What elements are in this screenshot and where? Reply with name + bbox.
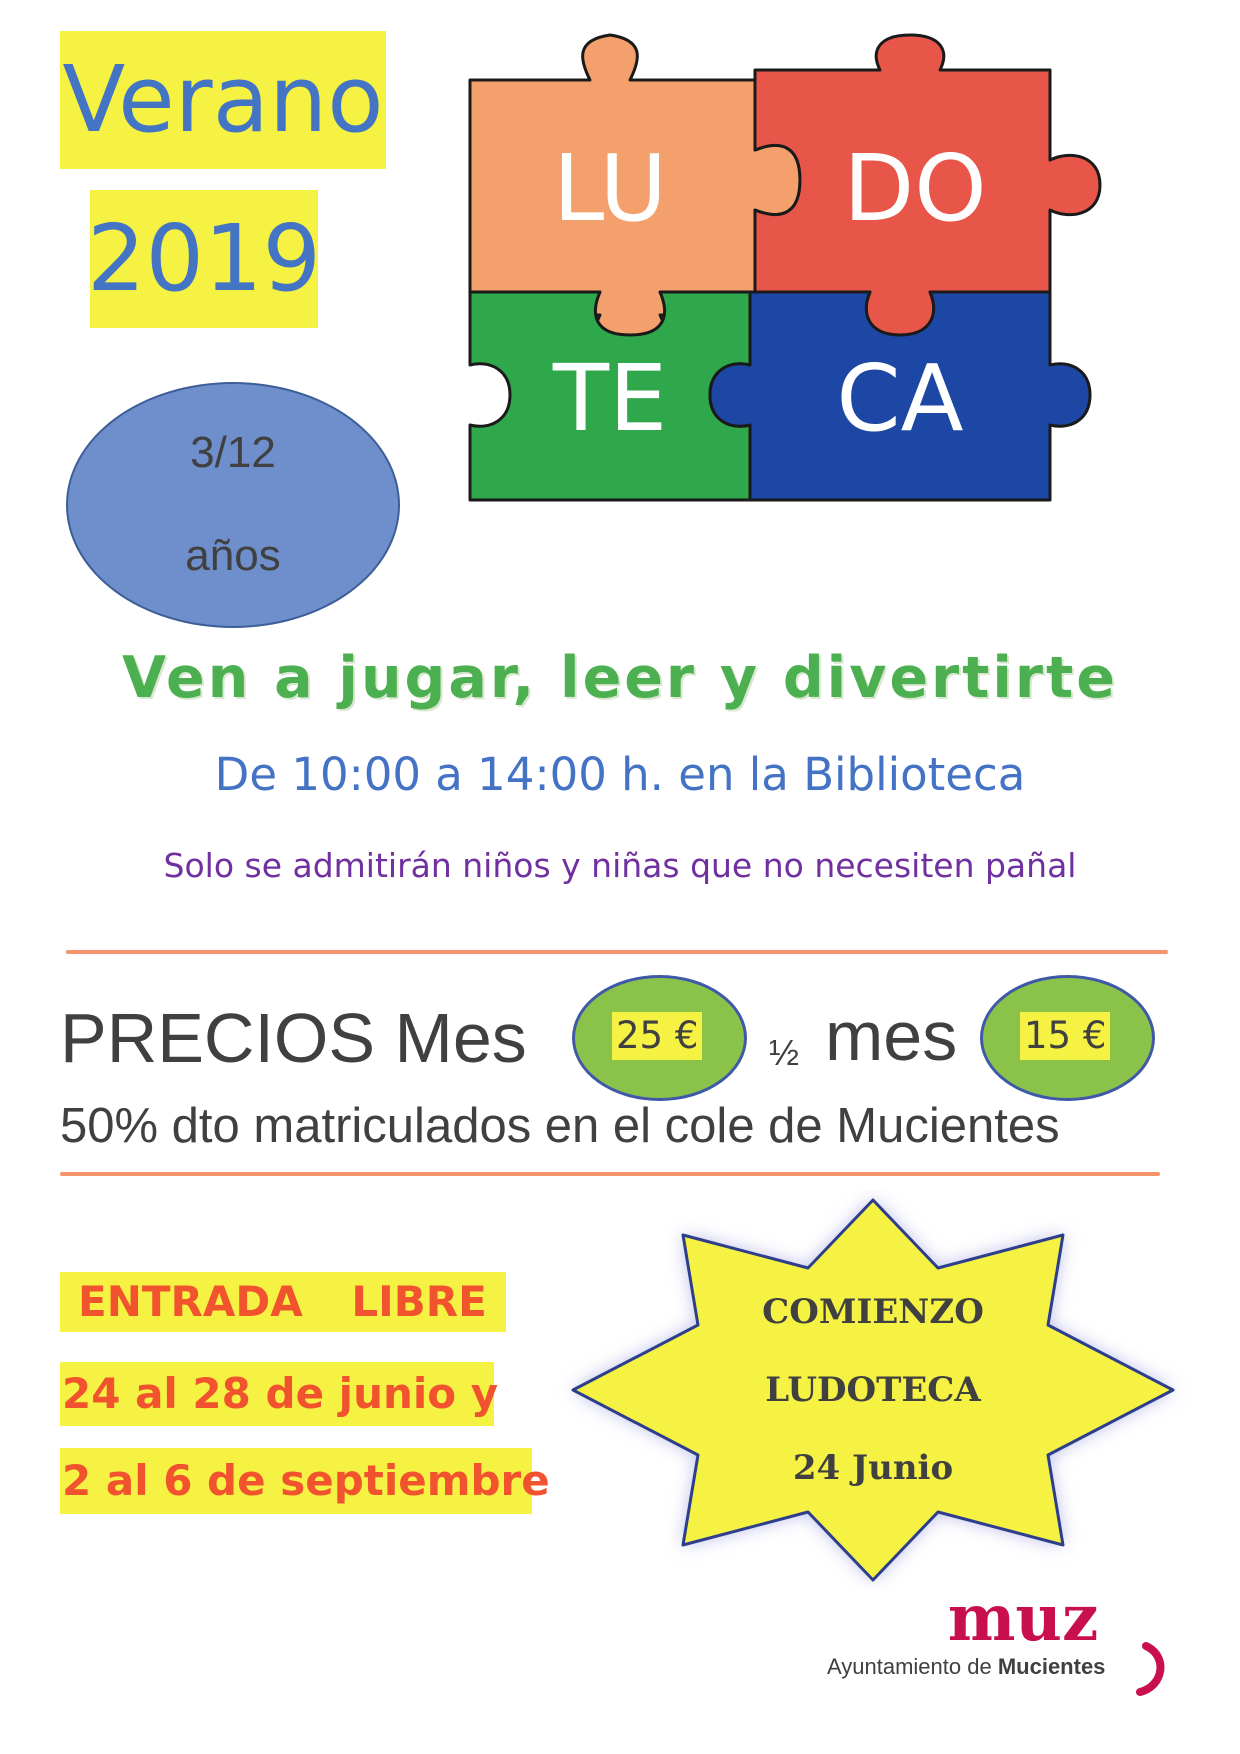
tagline: Ven a jugar, leer y divertirte: [122, 645, 1118, 711]
start-badge-line-1: COMIENZO: [762, 1292, 984, 1332]
price-month-value: 25 €: [612, 1012, 702, 1060]
requirement-text: Solo se admitirán niños y niñas que no necesiten pañal: [163, 846, 1077, 885]
divider-top: [66, 950, 1168, 954]
discount-text: 50% dto matriculados en el cole de Mucientes: [60, 1099, 1060, 1153]
start-badge-line-2: LUDOTECA: [765, 1370, 981, 1410]
free-entry-dates-2: 2 al 6 de septiembre: [60, 1448, 532, 1514]
council-logo-mark: muz: [947, 1594, 1099, 1656]
logo-syllable-1: LU: [552, 135, 668, 242]
prices-label: PRECIOS Mes: [60, 999, 527, 1077]
price-half-month-value: 15 €: [1020, 1012, 1110, 1060]
logo-syllable-3: TE: [552, 345, 668, 452]
half-month-label: mes: [825, 997, 958, 1075]
council-name: [827, 1654, 1105, 1680]
age-badge: [66, 382, 400, 628]
council-name-prefix: Ayuntamiento de: [827, 1654, 998, 1679]
ludoteca-puzzle-logo: [460, 30, 1165, 570]
logo-syllable-2: DO: [843, 135, 987, 242]
title-season: Verano: [60, 31, 386, 169]
divider-bottom: [60, 1172, 1160, 1176]
free-entry-dates-1: 24 al 28 de junio y: [60, 1362, 494, 1426]
title-year: 2019: [90, 190, 318, 328]
council-name-town: Mucientes: [997, 1654, 1106, 1679]
start-badge-date: 24 Junio: [792, 1448, 954, 1488]
free-entry-label: ENTRADA LIBRE: [60, 1272, 506, 1332]
schedule-text: De 10:00 a 14:00 h. en la Biblioteca: [214, 748, 1026, 801]
age-range: 3/12: [190, 428, 276, 477]
age-unit: años: [185, 531, 281, 580]
half-symbol: ½: [769, 1032, 800, 1073]
logo-syllable-4: CA: [836, 345, 964, 452]
